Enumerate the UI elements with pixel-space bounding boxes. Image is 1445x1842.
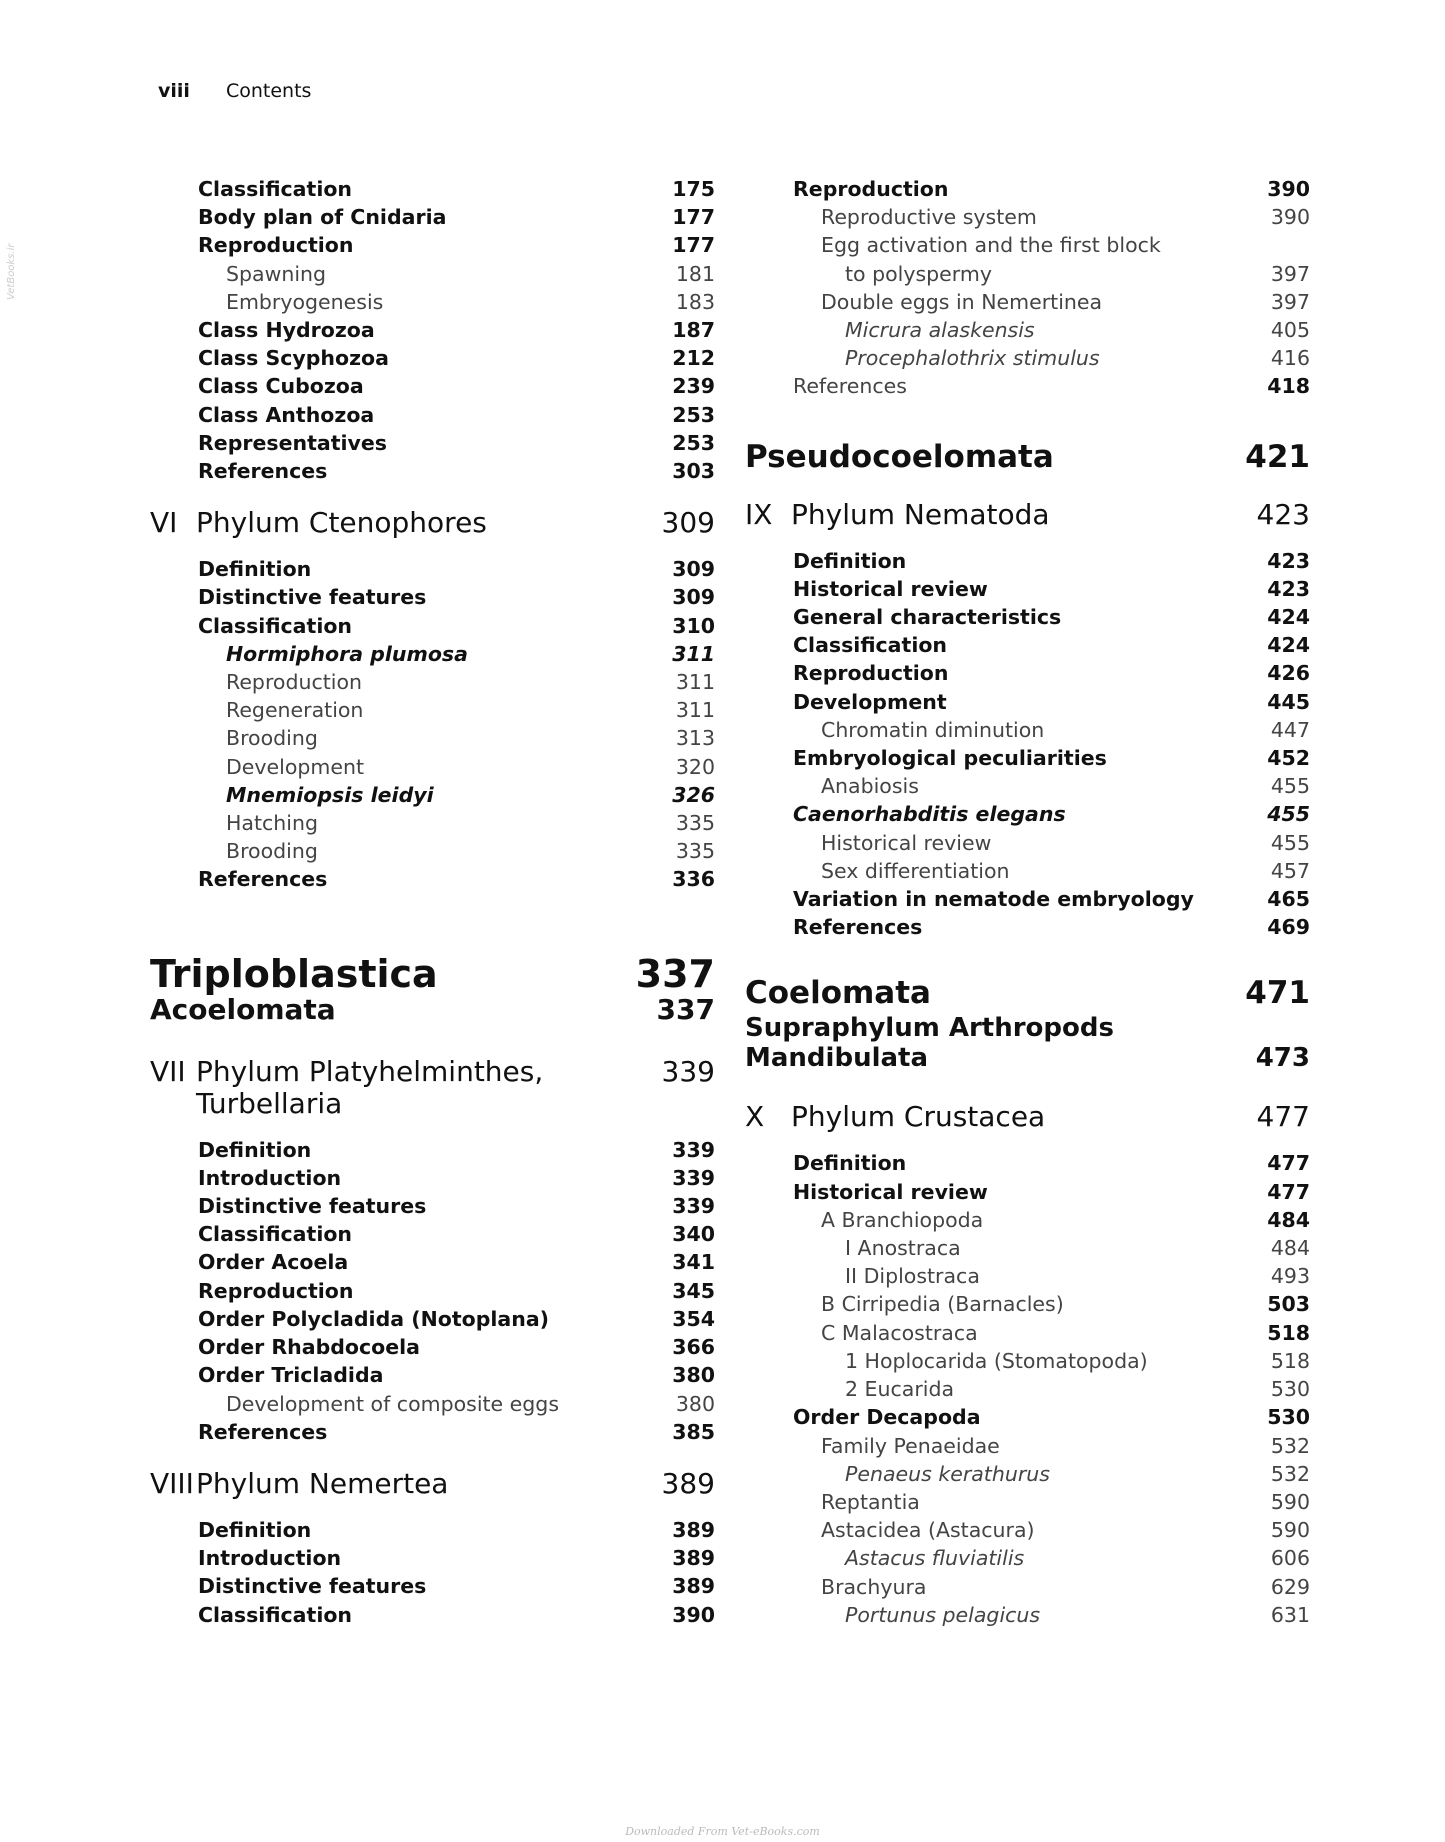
toc-entry-title: Representatives bbox=[198, 430, 388, 455]
part-title: Coelomata bbox=[745, 975, 931, 1012]
toc-entry-title: Classification bbox=[198, 613, 353, 638]
toc-entry-page: 484 bbox=[1267, 1207, 1310, 1232]
toc-entry bbox=[150, 1516, 715, 1544]
toc-entry-page: 484 bbox=[1270, 1236, 1310, 1261]
toc-entry-title: Astacus fluviatilis bbox=[845, 1546, 1025, 1571]
chapter-numeral: VIII bbox=[150, 1466, 194, 1500]
toc-entry-page: 424 bbox=[1267, 605, 1310, 630]
toc-entry-title: References bbox=[198, 1419, 328, 1444]
side-watermark: VetBooks.ir bbox=[6, 243, 17, 300]
toc-entry-page: 405 bbox=[1270, 318, 1310, 343]
toc-entry-title: I Anostraca bbox=[845, 1236, 961, 1261]
toc-entry-page: 341 bbox=[672, 1250, 715, 1275]
toc-entry-page: 339 bbox=[672, 1137, 715, 1162]
part-page: 471 bbox=[1245, 975, 1310, 1012]
toc-entry-title: Family Penaeidae bbox=[821, 1433, 1000, 1458]
toc-entry-page: 336 bbox=[672, 867, 715, 892]
toc-entry-title: B Cirripedia (Barnacles) bbox=[821, 1292, 1064, 1317]
toc-entry-title: Order Rhabdocoela bbox=[198, 1335, 421, 1360]
toc-entry-title: Class Scyphozoa bbox=[198, 346, 389, 371]
toc-entry-page: 532 bbox=[1270, 1461, 1310, 1486]
toc-entry-page: 397 bbox=[1270, 261, 1310, 286]
toc-entry-page: 390 bbox=[1267, 177, 1310, 201]
toc-entry-page: 181 bbox=[675, 261, 715, 286]
toc-entry-title: Distinctive features bbox=[198, 1194, 427, 1219]
toc-entry bbox=[745, 175, 1310, 203]
toc-entry-title: Hormiphora plumosa bbox=[226, 641, 468, 666]
running-header bbox=[158, 80, 311, 102]
toc-entry bbox=[745, 1544, 1310, 1572]
toc-entry-title: Reproductive system bbox=[821, 205, 1037, 230]
toc-entry-page: 418 bbox=[1267, 374, 1310, 399]
toc-entry bbox=[745, 716, 1310, 744]
toc-entry-page: 339 bbox=[672, 1165, 715, 1190]
toc-entry-page: 447 bbox=[1270, 717, 1310, 742]
toc-entry-title: Reproduction bbox=[198, 1278, 354, 1303]
toc-entry bbox=[150, 457, 715, 485]
chapter-numeral: VII bbox=[150, 1054, 186, 1088]
toc-entry-page: 311 bbox=[675, 698, 715, 723]
toc-entry-title: Historical review bbox=[793, 1179, 988, 1204]
part-page: 421 bbox=[1245, 438, 1310, 475]
part-page: 337 bbox=[635, 951, 715, 996]
toc-entry bbox=[745, 772, 1310, 800]
toc-entry-page: 303 bbox=[672, 459, 715, 484]
toc-entry-title: Brooding bbox=[226, 839, 318, 864]
toc-entry-page: 426 bbox=[1267, 661, 1310, 686]
toc-entry-page: 389 bbox=[672, 1546, 715, 1571]
toc-entry bbox=[150, 231, 715, 259]
toc-entry bbox=[150, 288, 715, 316]
toc-entry-title: Historical review bbox=[793, 576, 988, 601]
toc-entry-title: Double eggs in Nemertinea bbox=[821, 289, 1103, 314]
toc-entry-title: A Branchiopoda bbox=[821, 1207, 984, 1232]
entry-list bbox=[150, 1516, 715, 1629]
toc-entry-page: 457 bbox=[1270, 858, 1310, 883]
toc-entry-title: Historical review bbox=[821, 830, 992, 855]
toc-entry-title: Reproduction bbox=[793, 177, 949, 201]
toc-entry-title: Definition bbox=[198, 1517, 312, 1542]
toc-entry bbox=[745, 913, 1310, 941]
toc-entry-title: Anabiosis bbox=[821, 774, 919, 799]
toc-entry bbox=[745, 260, 1310, 288]
toc-entry-title: Reproduction bbox=[198, 233, 354, 258]
chapter-numeral: X bbox=[745, 1100, 765, 1134]
toc-entry bbox=[745, 631, 1310, 659]
part-page: 337 bbox=[656, 992, 715, 1026]
toc-entry-page: 177 bbox=[672, 233, 715, 258]
toc-entry-title: References bbox=[793, 374, 907, 399]
toc-entry-title: to polyspermy bbox=[845, 261, 992, 286]
toc-entry-page: 380 bbox=[672, 1363, 715, 1388]
part-title: Acoelomata bbox=[150, 992, 336, 1026]
toc-entry-page: 310 bbox=[672, 613, 715, 638]
toc-entry-page: 212 bbox=[672, 346, 715, 371]
chapter-page: 309 bbox=[661, 506, 715, 540]
toc-entry bbox=[745, 1403, 1310, 1431]
toc-entry bbox=[150, 1277, 715, 1305]
chapter-page: 339 bbox=[661, 1054, 715, 1088]
toc-entry-title: Reproduction bbox=[226, 670, 363, 695]
toc-entry bbox=[745, 857, 1310, 885]
toc-entry-title: Classification bbox=[198, 177, 353, 201]
toc-entry-page: 335 bbox=[675, 839, 715, 864]
toc-entry-title: Definition bbox=[198, 557, 312, 582]
toc-entry-title: Variation in nematode embryology bbox=[793, 887, 1194, 912]
toc-entry-page: 385 bbox=[672, 1419, 715, 1444]
toc-entry-page: 518 bbox=[1270, 1348, 1310, 1373]
toc-entry-title: Classification bbox=[793, 633, 948, 658]
toc-entry-page: 177 bbox=[672, 205, 715, 230]
chapter-title: Phylum Platyhelminthes, Turbellaria bbox=[196, 1054, 544, 1120]
toc-entry-page: 452 bbox=[1267, 746, 1310, 771]
part-page: 473 bbox=[1255, 1043, 1310, 1074]
toc-entry-title: Definition bbox=[198, 1137, 312, 1162]
toc-entry-title: Penaeus kerathurus bbox=[845, 1461, 1050, 1486]
download-footer: Downloaded From Vet-eBooks.com bbox=[625, 1825, 820, 1838]
toc-entry bbox=[150, 1333, 715, 1361]
toc-entry-page: 503 bbox=[1267, 1292, 1310, 1317]
toc-entry bbox=[745, 603, 1310, 631]
toc-entry bbox=[150, 837, 715, 865]
toc-entry-title: Class Cubozoa bbox=[198, 374, 364, 399]
toc-entry-page: 455 bbox=[1267, 802, 1310, 827]
toc-entry-title: Astacidea (Astacura) bbox=[821, 1518, 1035, 1543]
toc-entry-page: 397 bbox=[1270, 289, 1310, 314]
chapter-numeral: IX bbox=[745, 497, 773, 531]
toc-entry-page: 493 bbox=[1270, 1264, 1310, 1289]
toc-entry bbox=[150, 1418, 715, 1446]
toc-entry bbox=[150, 865, 715, 893]
toc-entry-title: Embryogenesis bbox=[226, 289, 384, 314]
toc-entry-page: 366 bbox=[672, 1335, 715, 1360]
toc-entry-title: Reptantia bbox=[821, 1489, 920, 1514]
toc-entry bbox=[150, 583, 715, 611]
toc-entry bbox=[745, 1178, 1310, 1206]
toc-entry-page: 416 bbox=[1270, 346, 1310, 371]
toc-entry bbox=[150, 203, 715, 231]
entry-list bbox=[745, 547, 1310, 942]
toc-entry-title: Brooding bbox=[226, 726, 318, 751]
toc-entry-page: 239 bbox=[672, 374, 715, 399]
toc-entry-title: Introduction bbox=[198, 1546, 342, 1571]
toc-entry-page: 309 bbox=[672, 557, 715, 582]
toc-entry bbox=[745, 829, 1310, 857]
toc-entry-page: 631 bbox=[1270, 1602, 1310, 1627]
toc-entry bbox=[150, 1164, 715, 1192]
contents-column-right bbox=[745, 175, 1310, 1629]
chapter-heading bbox=[150, 1056, 715, 1120]
part-heading bbox=[745, 1043, 1310, 1073]
chapter-page: 423 bbox=[1256, 497, 1310, 531]
chapter-title: Phylum Nematoda bbox=[791, 497, 1050, 531]
part-heading bbox=[745, 437, 1310, 477]
toc-entry-title: Body plan of Cnidaria bbox=[198, 205, 447, 230]
part-heading bbox=[745, 1013, 1310, 1043]
entry-list bbox=[745, 1149, 1310, 1628]
page-number: viii bbox=[158, 80, 190, 102]
toc-entry bbox=[150, 316, 715, 344]
toc-entry-page: 311 bbox=[675, 670, 715, 695]
toc-entry-page: 175 bbox=[672, 177, 715, 201]
part-title: Mandibulata bbox=[745, 1043, 929, 1074]
toc-entry-page: 320 bbox=[675, 754, 715, 779]
toc-entry bbox=[150, 1220, 715, 1248]
toc-entry-page: 530 bbox=[1270, 1377, 1310, 1402]
toc-entry bbox=[745, 575, 1310, 603]
toc-entry bbox=[745, 316, 1310, 344]
toc-entry bbox=[745, 1375, 1310, 1403]
toc-entry-title: Order Tricladida bbox=[198, 1363, 384, 1388]
chapter-page: 477 bbox=[1256, 1100, 1310, 1134]
part-title: Pseudocoelomata bbox=[745, 438, 1054, 475]
toc-entry-page: 590 bbox=[1270, 1518, 1310, 1543]
toc-entry bbox=[745, 688, 1310, 716]
toc-entry-page: 629 bbox=[1270, 1574, 1310, 1599]
toc-entry bbox=[150, 724, 715, 752]
toc-entry-page: 477 bbox=[1267, 1151, 1310, 1176]
toc-entry-page: 390 bbox=[1270, 205, 1310, 230]
toc-entry-page: 465 bbox=[1267, 887, 1310, 912]
toc-entry bbox=[745, 372, 1310, 400]
toc-entry bbox=[745, 1460, 1310, 1488]
toc-entry bbox=[150, 1136, 715, 1164]
toc-entry bbox=[150, 612, 715, 640]
toc-entry-page: 309 bbox=[672, 585, 715, 610]
toc-entry-title: 1 Hoplocarida (Stomatopoda) bbox=[845, 1348, 1148, 1373]
toc-entry-title: Mnemiopsis leidyi bbox=[226, 782, 434, 807]
toc-entry bbox=[745, 1262, 1310, 1290]
chapter-numeral: VI bbox=[150, 506, 178, 540]
toc-entry bbox=[745, 800, 1310, 828]
toc-entry-page: 345 bbox=[672, 1278, 715, 1303]
toc-entry-title: Definition bbox=[793, 1151, 907, 1176]
toc-entry-page: 530 bbox=[1267, 1405, 1310, 1430]
part-title: Supraphylum Arthropods bbox=[745, 1013, 1114, 1044]
toc-entry-title: Portunus pelagicus bbox=[845, 1602, 1041, 1627]
toc-entry bbox=[150, 1248, 715, 1276]
part-heading bbox=[745, 973, 1310, 1013]
toc-entry bbox=[150, 781, 715, 809]
toc-entry bbox=[150, 809, 715, 837]
chapter-heading bbox=[745, 499, 1310, 531]
toc-entry bbox=[150, 372, 715, 400]
toc-entry-title: Chromatin diminution bbox=[821, 717, 1045, 742]
toc-entry-title: Development bbox=[226, 754, 365, 779]
toc-entry bbox=[150, 640, 715, 668]
toc-entry bbox=[150, 1361, 715, 1389]
toc-entry-page: 389 bbox=[672, 1574, 715, 1599]
toc-entry-title: Class Anthozoa bbox=[198, 402, 375, 427]
toc-entry-page: 477 bbox=[1267, 1179, 1310, 1204]
toc-entry-page: 423 bbox=[1267, 576, 1310, 601]
toc-entry-page: 311 bbox=[672, 641, 715, 666]
toc-entry bbox=[745, 1488, 1310, 1516]
entry-list bbox=[150, 1136, 715, 1446]
toc-entry-title: Embryological peculiarities bbox=[793, 746, 1107, 771]
toc-entry bbox=[745, 659, 1310, 687]
toc-entry bbox=[150, 429, 715, 457]
toc-entry-page: 253 bbox=[672, 430, 715, 455]
toc-entry-page: 339 bbox=[672, 1194, 715, 1219]
toc-entry-title: Order Acoela bbox=[198, 1250, 349, 1275]
toc-entry-page: 354 bbox=[672, 1306, 715, 1331]
toc-entry-page: 380 bbox=[675, 1391, 715, 1416]
part-title: Triploblastica bbox=[150, 951, 438, 996]
toc-entry bbox=[745, 885, 1310, 913]
toc-entry-page: 532 bbox=[1270, 1433, 1310, 1458]
toc-entry bbox=[150, 401, 715, 429]
chapter-heading bbox=[150, 507, 715, 539]
toc-entry bbox=[745, 1149, 1310, 1177]
toc-entry-title: Egg activation and the first block bbox=[821, 233, 1161, 258]
toc-entry bbox=[745, 1516, 1310, 1544]
toc-entry-page: 455 bbox=[1270, 774, 1310, 799]
toc-entry-title: 2 Eucarida bbox=[845, 1377, 955, 1402]
toc-entry-title: Development bbox=[793, 689, 947, 714]
toc-entry-page: 335 bbox=[675, 811, 715, 836]
toc-entry bbox=[745, 288, 1310, 316]
toc-entry-title: Distinctive features bbox=[198, 585, 427, 610]
toc-entry-title: Development of composite eggs bbox=[226, 1391, 559, 1416]
toc-entry-title: Classification bbox=[198, 1222, 353, 1247]
toc-entry bbox=[150, 1544, 715, 1572]
toc-entry-title: Introduction bbox=[198, 1165, 342, 1190]
toc-entry bbox=[745, 1319, 1310, 1347]
toc-entry-title: References bbox=[793, 915, 923, 940]
entry-list bbox=[150, 555, 715, 893]
chapter-heading bbox=[150, 1468, 715, 1500]
toc-entry-title: Classification bbox=[198, 1602, 353, 1627]
toc-entry bbox=[745, 1290, 1310, 1318]
contents-column-left bbox=[150, 175, 715, 1629]
toc-entry-title: Spawning bbox=[226, 261, 327, 286]
chapter-page: 389 bbox=[661, 1466, 715, 1500]
entry-list bbox=[150, 175, 715, 485]
toc-entry-page: 187 bbox=[672, 318, 715, 343]
toc-entry bbox=[745, 744, 1310, 772]
chapter-title: Phylum Crustacea bbox=[791, 1100, 1046, 1134]
part-heading bbox=[150, 951, 715, 996]
toc-entry-title: Micrura alaskensis bbox=[845, 318, 1035, 343]
toc-entry-page: 606 bbox=[1270, 1546, 1310, 1571]
toc-entry-page: 455 bbox=[1270, 830, 1310, 855]
toc-entry bbox=[745, 344, 1310, 372]
toc-entry bbox=[745, 1432, 1310, 1460]
toc-entry-page: 424 bbox=[1267, 633, 1310, 658]
toc-entry-page: 469 bbox=[1267, 915, 1310, 940]
toc-entry-page: 518 bbox=[1267, 1320, 1310, 1345]
toc-entry-page: 326 bbox=[672, 782, 715, 807]
chapter-heading bbox=[745, 1101, 1310, 1133]
toc-entry-page: 340 bbox=[672, 1222, 715, 1247]
toc-entry bbox=[745, 1347, 1310, 1375]
toc-entry-title: References bbox=[198, 867, 328, 892]
toc-entry bbox=[150, 668, 715, 696]
toc-entry-page: 389 bbox=[672, 1517, 715, 1542]
toc-entry-title: Regeneration bbox=[226, 698, 364, 723]
toc-entry-page: 445 bbox=[1267, 689, 1310, 714]
toc-entry-title: II Diplostraca bbox=[845, 1264, 980, 1289]
toc-entry-title: Hatching bbox=[226, 811, 318, 836]
toc-entry bbox=[745, 1206, 1310, 1234]
toc-entry-title: Procephalothrix stimulus bbox=[845, 346, 1100, 371]
toc-entry bbox=[745, 1234, 1310, 1262]
toc-entry bbox=[150, 1390, 715, 1418]
toc-entry-title: Distinctive features bbox=[198, 1574, 427, 1599]
toc-entry bbox=[150, 260, 715, 288]
toc-entry-title: Sex differentiation bbox=[821, 858, 1010, 883]
chapter-title: Phylum Ctenophores bbox=[196, 506, 487, 540]
toc-entry-title: Order Decapoda bbox=[793, 1405, 981, 1430]
toc-entry bbox=[150, 1601, 715, 1629]
toc-entry-page: 183 bbox=[675, 289, 715, 314]
toc-entry bbox=[745, 231, 1310, 259]
toc-entry bbox=[745, 547, 1310, 575]
toc-entry bbox=[150, 1192, 715, 1220]
toc-entry-page: 590 bbox=[1270, 1489, 1310, 1514]
toc-entry-title: Reproduction bbox=[793, 661, 949, 686]
toc-entry-title: Caenorhabditis elegans bbox=[793, 802, 1066, 827]
toc-entry-title: References bbox=[198, 459, 328, 484]
toc-entry-title: Order Polycladida (Notoplana) bbox=[198, 1306, 550, 1331]
toc-entry bbox=[745, 203, 1310, 231]
toc-entry-title: Brachyura bbox=[821, 1574, 927, 1599]
toc-entry-page: 313 bbox=[675, 726, 715, 751]
toc-entry-page: 423 bbox=[1267, 548, 1310, 573]
running-title: Contents bbox=[225, 80, 312, 102]
toc-entry-title: General characteristics bbox=[793, 605, 1062, 630]
toc-entry bbox=[150, 1572, 715, 1600]
toc-entry bbox=[745, 1573, 1310, 1601]
toc-entry-page: 253 bbox=[672, 402, 715, 427]
toc-entry-title: Definition bbox=[793, 548, 907, 573]
toc-entry bbox=[150, 1305, 715, 1333]
toc-entry bbox=[150, 175, 715, 203]
toc-entry-title: Class Hydrozoa bbox=[198, 318, 375, 343]
toc-entry bbox=[150, 753, 715, 781]
toc-entry bbox=[150, 696, 715, 724]
toc-entry bbox=[745, 1601, 1310, 1629]
chapter-title: Phylum Nemertea bbox=[196, 1466, 449, 1500]
toc-entry-title: C Malacostraca bbox=[821, 1320, 978, 1345]
toc-entry bbox=[150, 344, 715, 372]
toc-entry bbox=[150, 555, 715, 583]
part-heading bbox=[150, 994, 715, 1026]
entry-list bbox=[745, 175, 1310, 401]
toc-entry-page: 390 bbox=[672, 1602, 715, 1627]
